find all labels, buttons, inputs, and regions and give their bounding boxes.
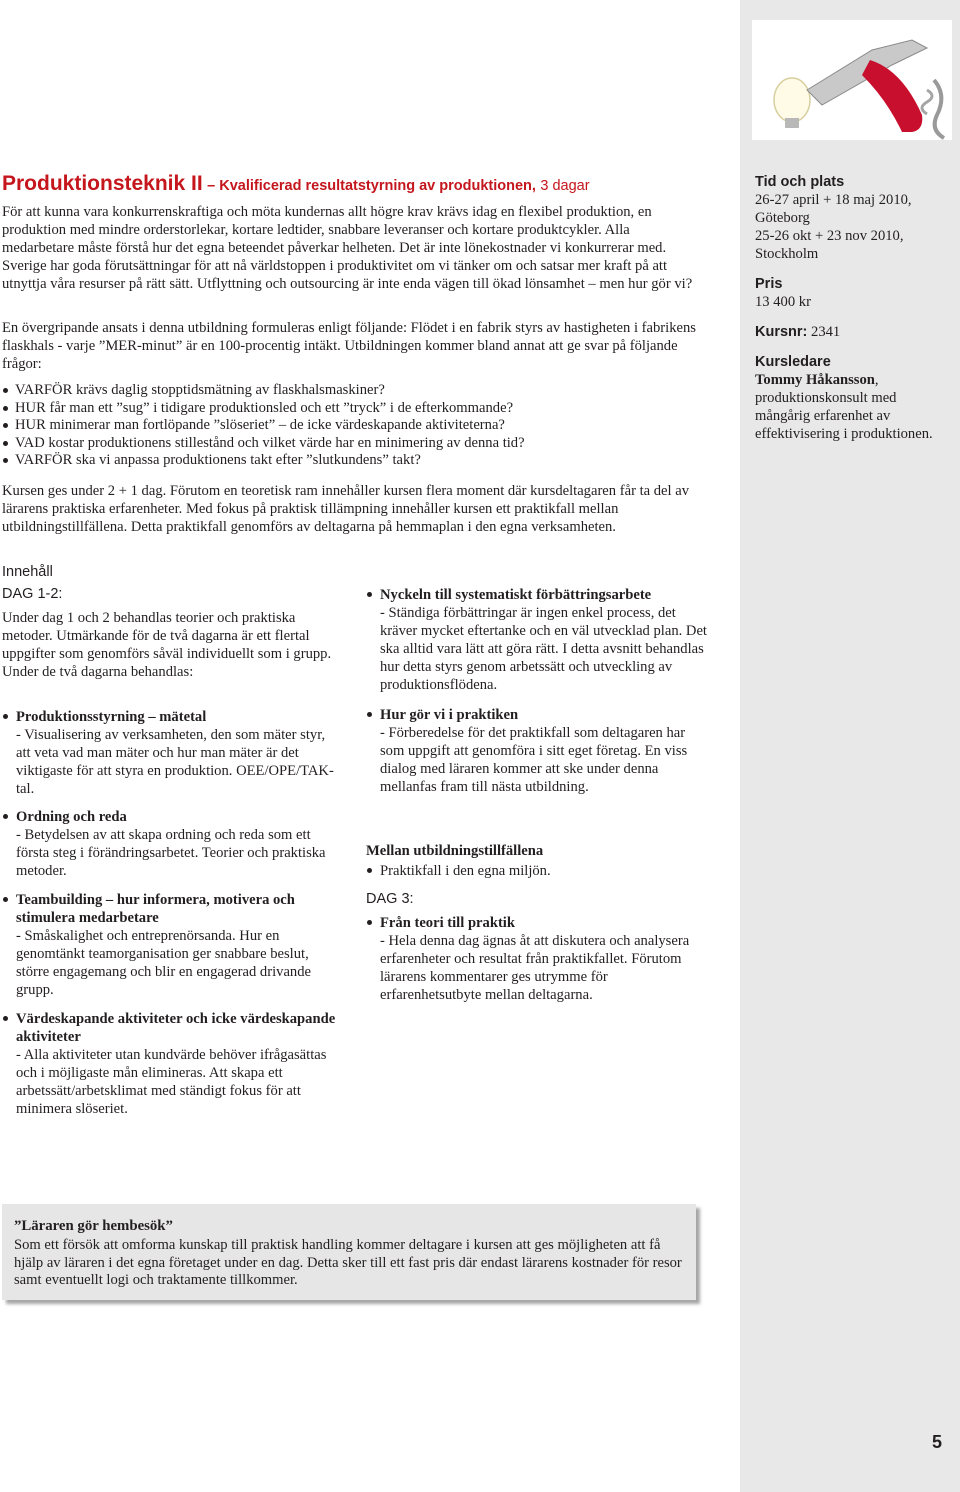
topic-body: - Alla aktiviteter utan kundvärde behöver ifrågasättas och i möjligaste mån elimineras. Att skapa ett arbetssätt/arbetsklimat med ständigt fokus för att minimera slöseriet.: [16, 1047, 327, 1117]
left-topics-list: [2, 708, 342, 1118]
topic-body: - Visualisering av verksamheten, den som mäter styr, att veta vad man mäter och hur man mäter är det viktigaste för att styra en produktion. OEE/OPE/TAK-tal.: [16, 727, 334, 797]
topic-item: [366, 914, 710, 1004]
callout-title: ”Läraren gör hembesök”: [14, 1218, 173, 1234]
leader-info: [755, 371, 955, 443]
topic-item: [2, 808, 342, 880]
topic-item: [366, 706, 710, 796]
day12-intro: Under dag 1 och 2 behandlas teorier och praktiska metoder. Utmärkande för de två dagarna är ett flertal uppgifter som genomförs såväl individuellt som i grupp. Under de två dagarna behandlas:: [2, 610, 332, 680]
date-entry: 26-27 april + 18 maj 2010, Göteborg: [755, 192, 912, 226]
content-heading: Innehåll: [2, 564, 53, 580]
leader-description: , produktionskonsult med mångårig erfarenhet av effektivisering i produktionen.: [755, 372, 933, 442]
between-list: [366, 862, 706, 880]
sidebar-info: [755, 173, 955, 443]
topic-body: - Småskalighet och entreprenörsanda. Hur en genomtänkt teamorganisation ger snabbare beslut, större engagemang och blir en engagerad drivande grupp.: [16, 928, 311, 998]
day12-heading: DAG 1-2:: [2, 586, 63, 602]
topic-item: [2, 708, 342, 798]
time-place-heading: Tid och plats: [755, 174, 845, 190]
topic-item: [2, 891, 342, 999]
between-heading: Mellan utbildningstillfällena: [366, 843, 544, 859]
question-item: HUR får man ett ”sug” i tidigare produktionsled och ett ”tryck” i de efterkommande?: [2, 400, 722, 418]
course-number-label: Kursnr:: [755, 324, 808, 340]
course-title-subtitle: – Kvalificerad resultatstyrning av produktionen,: [207, 178, 536, 194]
intro-paragraph-2: En övergripande ansats i denna utbildning formuleras enligt följande: Flödet i en fabrik styrs av hastigheten i fabrikens flaskhals - varje ”MER-minut” är en 100-procentig intäkt. Utbildningen kommer bland annat att ge svar på följande frågor:: [2, 320, 696, 372]
course-number-value: 2341: [811, 324, 841, 340]
home-visit-callout: [2, 1204, 696, 1300]
leader-name: Tommy Håkansson: [755, 372, 875, 388]
price-heading: Pris: [755, 276, 783, 292]
topic-body: - Förberedelse för det praktikfall som deltagaren har som uppgift att genomföra i sitt eget företag. En viss dialog med läraren kommer att ske under denna mellanfas fram till nästa utbildning.: [380, 725, 688, 795]
leader-heading: Kursledare: [755, 354, 831, 370]
question-item: VARFÖR ska vi anpassa produktionens takt efter ”slutkundens” takt?: [2, 452, 722, 470]
course-paragraph: Kursen ges under 2 + 1 dag. Förutom en teoretisk ram innehåller kursen flera moment där kursdeltagaren får ta del av lärarens praktiska erfarenheter. Med fokus på praktisk tillämpning innehåller kursen ett praktikfall mellan utbildningstillfällena. Detta praktikfall genomförs av deltagarna på hemmaplan i den egna verksamheten.: [2, 483, 690, 535]
price-value: 13 400 kr: [755, 294, 811, 310]
topic-title: Teambuilding – hur informera, motivera och stimulera medarbetare: [16, 892, 295, 926]
course-title: [2, 172, 732, 198]
tool-knife-photo: [752, 20, 952, 140]
questions-list: [2, 382, 722, 470]
day3-list: [366, 914, 710, 1004]
topic-body: - Hela denna dag ägnas åt att diskutera och analysera erfarenheter och resultat från praktikfallet. Förutom lärarens kommentarer ges utrymme för erfarenhetsutbyte mellan deltagarna.: [380, 933, 690, 1003]
topic-title: Ordning och reda: [16, 809, 127, 825]
callout-body: Som ett försök att omforma kunskap till praktisk handling kommer deltagare i kursen att ges möjligheten att få hjälp av läraren i det egna företaget under en dag. Detta sker till ett fast pris där endast lärarens kostnader för resor samt eventuellt logi och traktamente tillkommer.: [14, 1237, 682, 1288]
page-number: 5: [932, 1432, 943, 1452]
topic-item: [2, 1010, 342, 1118]
topic-title: Från teori till praktik: [380, 915, 515, 931]
course-title-main: Produktionsteknik II: [2, 172, 203, 195]
right-topics-list: [366, 586, 710, 796]
day3-heading: DAG 3:: [366, 891, 414, 907]
intro-paragraph-1: För att kunna vara konkurrenskraftiga och möta kundernas allt högre krav krävs idag en flexibel produktion, en produktion med mindre orderstorlekar, kortare ledtider, snabbare leveranser och kortare produktcykler. Alla medarbetare måste förstå hur det egna beteendet påverkar helheten. Det är inte lönekostnader vi konkurrerar med. Sverige har goda förutsättningar för att nå världstoppen i produktivitet om vi tänker om och satsar mer kraft på att utnyttja våra resurser på rätt sätt. Utflyttning och outsourcing är inte enda vägen till ökad lönsamhet – men hur gör vi?: [2, 204, 693, 292]
date-entry: 25-26 okt + 23 nov 2010, Stockholm: [755, 228, 904, 262]
question-item: VARFÖR krävs daglig stopptidsmätning av flaskhalsmaskiner?: [2, 382, 722, 400]
between-item: Praktikfall i den egna miljön.: [366, 862, 706, 880]
topic-title: Värdeskapande aktiviteter och icke värdeskapande aktiviteter: [16, 1011, 336, 1045]
topic-item: [366, 586, 710, 694]
topic-body: - Betydelsen av att skapa ordning och reda som ett första steg i förändringsarbetet. Teorier och praktiska metoder.: [16, 827, 326, 879]
topic-title: Nyckeln till systematiskt förbättringsarbete: [380, 587, 652, 603]
topic-title: Produktionsstyrning – mätetal: [16, 709, 207, 725]
question-item: VAD kostar produktionens stillestånd och vilket värde har en minimering av denna tid?: [2, 435, 722, 453]
course-number: [755, 323, 955, 341]
topic-body: - Ständiga förbättringar är ingen enkel process, det kräver mycket eftertanke och en väl utvecklad plan. Det ska alltid vara lätt att göra rätt. I detta avsnitt behandlas hur detta styrs genom arbetssätt och utveckling av produktionsflödena.: [380, 605, 707, 693]
question-item: HUR minimerar man fortlöpande ”slöseriet” – de icke värdeskapande aktiviteterna?: [2, 417, 722, 435]
course-duration: 3 dagar: [540, 178, 590, 194]
topic-title: Hur gör vi i praktiken: [380, 707, 519, 723]
